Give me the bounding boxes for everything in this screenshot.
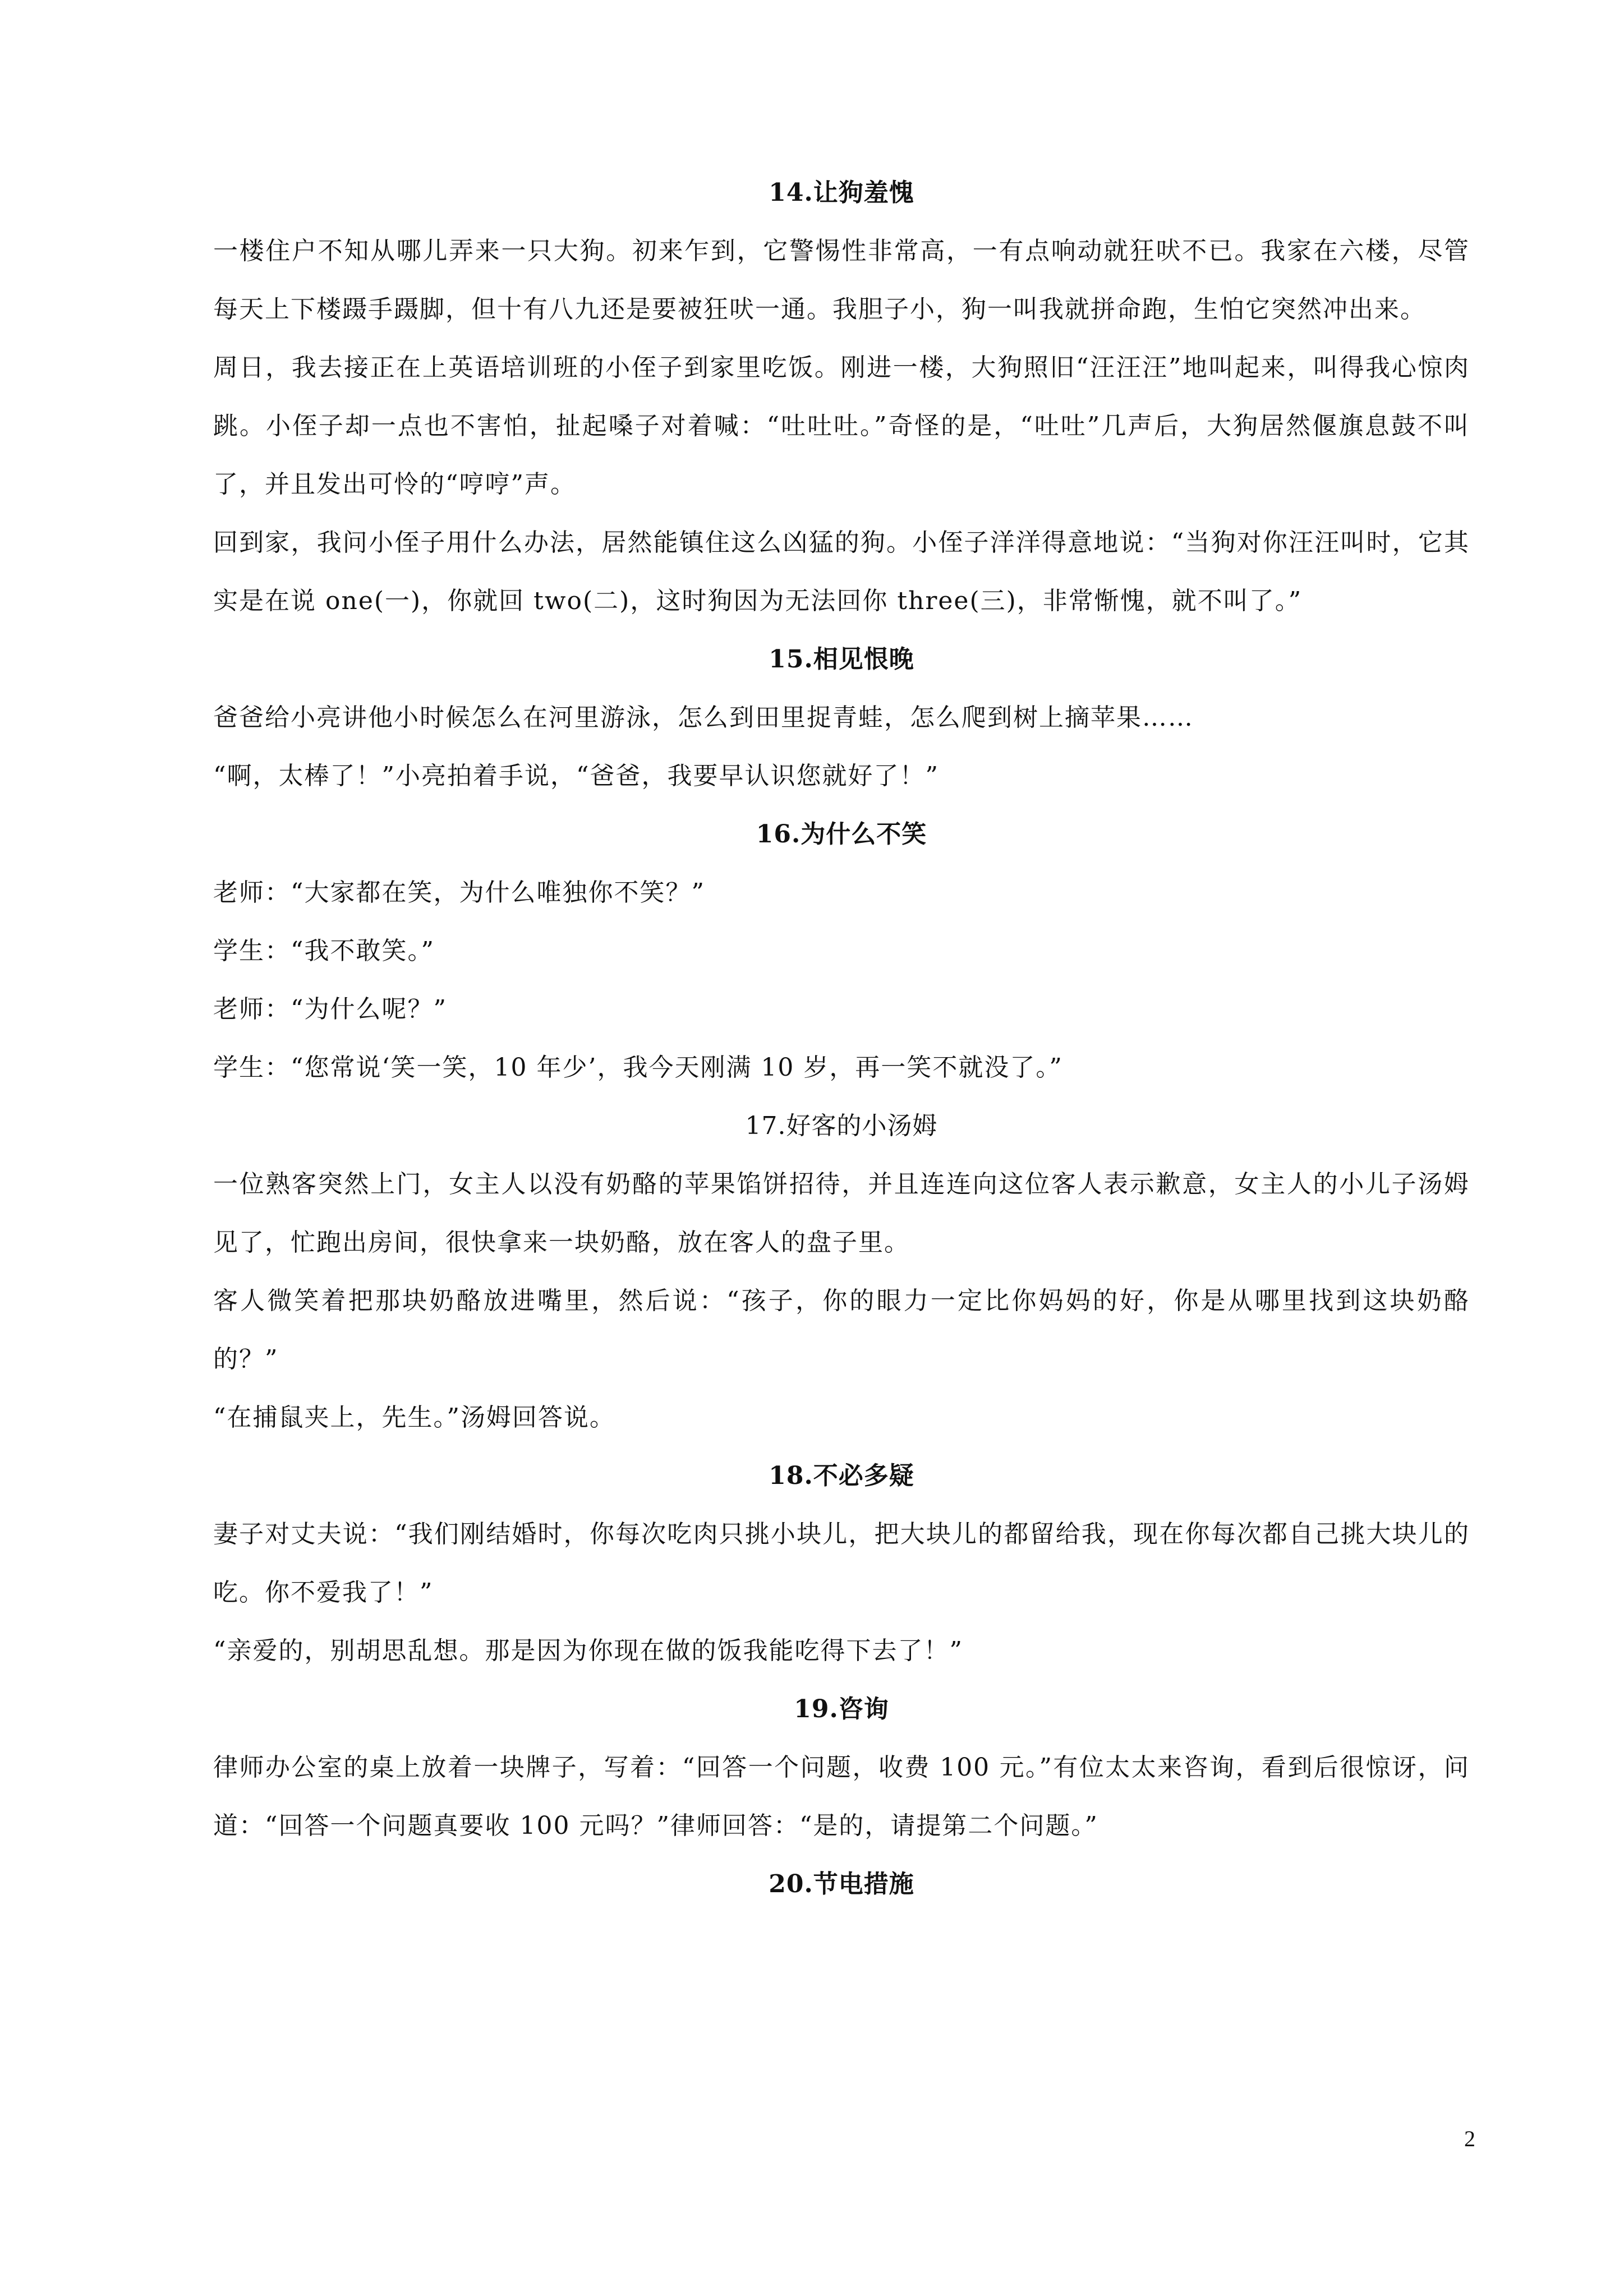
paragraph: 老师：“大家都在笑，为什么唯独你不笑？” (213, 878, 705, 907)
paragraph: 律师办公室的桌上放着一块牌子，写着：“回答一个问题，收费 100 元。”有位太太来咨询，看到后很惊讶，问道：“回答一个问题真要收 100 元吗？”律师回答：“是的，请提第二个问题。” (213, 1753, 1470, 1840)
paragraph: 回到家，我问小侄子用什么办法，居然能镇住这么凶猛的狗。小侄子洋洋得意地说：“当狗对你汪汪叫时，它其实是在说 one(一)，你就回 two(二)，这时狗因为无法回你 three(三)，非常惭愧，就不叫了。” (213, 528, 1470, 615)
paragraph: 爸爸给小亮讲他小时候怎么在河里游泳，怎么到田里捉青蛙，怎么爬到树上摘苹果…… (213, 703, 1194, 732)
paragraph: “啊，太棒了！”小亮拍着手说，“爸爸，我要早认识您就好了！” (213, 762, 939, 790)
section-title-19: 19.咨询 (794, 1695, 889, 1723)
section-title-16: 16.为什么不笑 (756, 820, 927, 849)
paragraph: 学生：“您常说‘笑一笑，10 年少’，我今天刚满 10 岁，再一笑不就没了。” (213, 1053, 1063, 1082)
paragraph: 妻子对丈夫说：“我们刚结婚时，你每次吃肉只挑小块儿，把大块儿的都留给我，现在你每次都自己挑大块儿的吃。你不爱我了！” (213, 1520, 1470, 1607)
section-title-18: 18.不必多疑 (769, 1461, 914, 1490)
paragraph: 学生：“我不敢笑。” (213, 937, 435, 965)
paragraph: 客人微笑着把那块奶酪放进嘴里，然后说：“孩子，你的眼力一定比你妈妈的好，你是从哪里找到这块奶酪的？” (213, 1287, 1470, 1373)
paragraph: 一楼住户不知从哪儿弄来一只大狗。初来乍到，它警惕性非常高，一有点响动就狂吠不已。我家在六楼，尽管每天上下楼蹑手蹑脚，但十有八九还是要被狂吠一通。我胆子小，狗一叫我就拼命跑，生怕它突然冲出来。 (213, 237, 1470, 324)
section-title-20: 20.节电措施 (769, 1870, 914, 1898)
document-body (213, 164, 1470, 1914)
paragraph: “亲爱的，别胡思乱想。那是因为你现在做的饭我能吃得下去了！” (213, 1636, 963, 1665)
paragraph: 老师：“为什么呢？” (213, 995, 447, 1023)
paragraph: “在捕鼠夹上，先生。”汤姆回答说。 (213, 1403, 615, 1432)
paragraph: 周日，我去接正在上英语培训班的小侄子到家里吃饭。刚进一楼，大狗照旧“汪汪汪”地叫起来，叫得我心惊肉跳。小侄子却一点也不害怕，扯起嗓子对着喊：“吐吐吐。”奇怪的是，“吐吐”几声后，大狗居然偃旗息鼓不叫了，并且发出可怜的“哼哼”声。 (213, 353, 1470, 499)
page-number: 2 (1464, 2126, 1475, 2151)
paragraph: 一位熟客突然上门，女主人以没有奶酪的苹果馅饼招待，并且连连向这位客人表示歉意，女主人的小儿子汤姆见了，忙跑出房间，很快拿来一块奶酪，放在客人的盘子里。 (213, 1170, 1470, 1257)
section-title-14: 14.让狗羞愧 (769, 178, 914, 207)
section-title-15: 15.相见恨晚 (769, 645, 914, 674)
section-title-17: 17.好客的小汤姆 (745, 1112, 938, 1140)
